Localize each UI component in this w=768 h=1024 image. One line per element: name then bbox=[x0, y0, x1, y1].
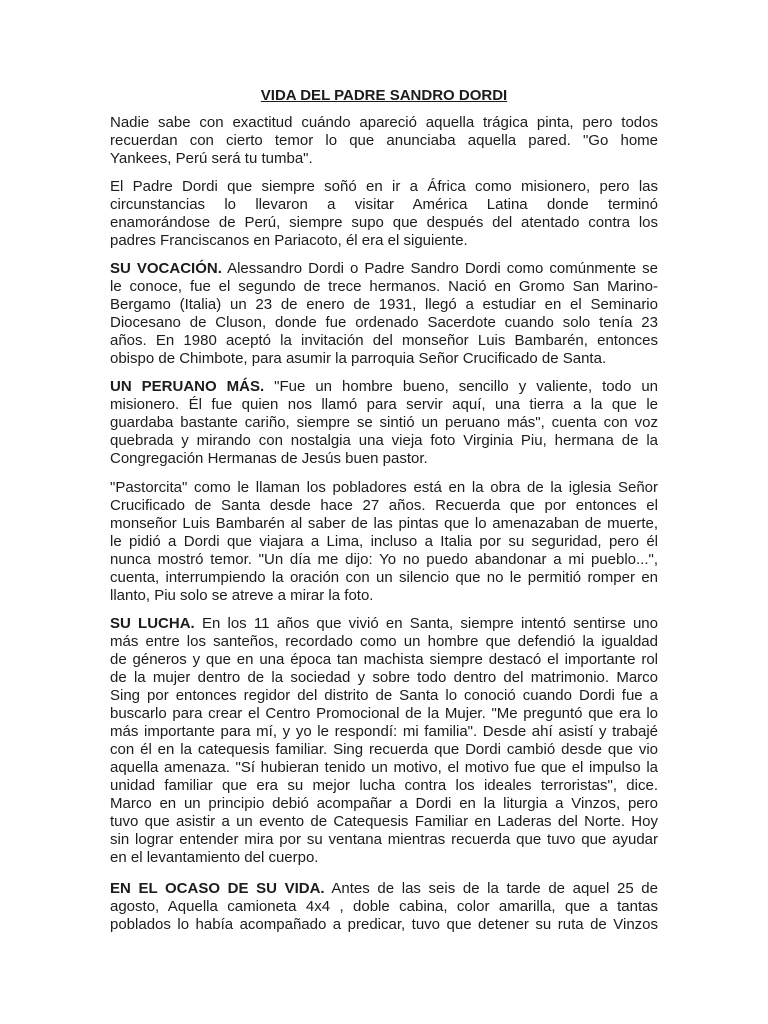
text-line: Bergamo (Italia) un 23 de enero de 1931, llegó a estudiar en el Seminario bbox=[110, 296, 658, 313]
text-line: de géneros y que en una época tan machista siempre destacó el importante rol bbox=[110, 651, 658, 668]
text-line: obispo de Chimbote, para asumir la parroquia Señor Crucificado de Santa. bbox=[110, 350, 607, 367]
text-line: de la mujer dentro de la sociedad y sobre todo dentro del matrimonio. Marco bbox=[110, 669, 658, 686]
text-line: aquella amenaza. "Sí hubieran tenido un motivo, el motivo fue que el impulso la bbox=[110, 759, 658, 776]
text-line: Congregación Hermanas de Jesús buen pastor. bbox=[110, 450, 428, 467]
text-line: padres Franciscanos en Pariacoto, él era el siguiente. bbox=[110, 232, 468, 249]
text-line: le conoce, fue el segundo de trece hermanos. Nació en Gromo San Marino- bbox=[110, 278, 658, 295]
text-line: en el levantamiento del cuerpo. bbox=[110, 849, 319, 866]
text-line: recuerdan con cierto temor lo que anunciaba aquella pared. "Go home bbox=[110, 132, 658, 149]
text-line bbox=[110, 378, 658, 396]
text-line: tuvo que asistir a un evento de Catequesis Familiar en Laderas del Norte. Hoy bbox=[110, 813, 658, 830]
text-line: Nadie sabe con exactitud cuándo apareció aquella trágica pinta, pero todos bbox=[110, 114, 658, 131]
section-heading: SU LUCHA. bbox=[110, 615, 195, 632]
section-heading: EN EL OCASO DE SU VIDA. bbox=[110, 880, 325, 897]
text-line: Sing por entonces regidor del distrito de Santa lo conoció cuando Dordi fue a bbox=[110, 687, 658, 704]
text-line: cuenta, interrumpiendo la oración con un silencio que no le permitió romper en bbox=[110, 569, 658, 586]
text-line: unidad familiar que era su mejor lucha contra los ideales terroristas", dice. bbox=[110, 777, 658, 794]
line-text: Antes de las seis de la tarde de aquel 25 de bbox=[324, 880, 658, 897]
paragraph-ocaso bbox=[110, 880, 658, 934]
text-line: más entre los santeños, recordado como un hombre que defendió la igualdad bbox=[110, 633, 658, 650]
text-line: poblados lo había acompañado a predicar, tuvo que detener su ruta de Vinzos bbox=[110, 916, 658, 933]
text-line: años. En 1980 aceptó la invitación del monseñor Luis Bambarén, entonces bbox=[110, 332, 658, 349]
text-line: enamorándose de Perú, siempre supo que después del atentado contra los bbox=[110, 214, 658, 231]
text-line: misionero. Él fue quien nos llamó para servir aquí, una tierra a la que le bbox=[110, 396, 658, 413]
text-line: buscarlo para crear el Centro Promocional de la Mujer. "Me preguntó que era lo bbox=[110, 705, 658, 722]
text-line: "Pastorcita" como le llaman los pobladores está en la obra de la iglesia Señor bbox=[110, 479, 658, 496]
text-line: sin lograr entender mira por su ventana mientras recuerda que tuvo que ayudar bbox=[110, 831, 658, 848]
text-line: agosto, Aquella camioneta 4x4 , doble cabina, color amarilla, que a tantas bbox=[110, 898, 658, 915]
text-line: Yankees, Perú será tu tumba". bbox=[110, 150, 313, 167]
paragraph-lucha bbox=[110, 615, 658, 867]
line-text: Alessandro Dordi o Padre Sandro Dordi como comúnmente se bbox=[221, 260, 658, 277]
paragraph-intro bbox=[110, 114, 658, 168]
paragraph-peruano bbox=[110, 378, 658, 468]
text-line: Marco en un principio debió acompañar a Dordi en la liturgia a Vinzos, pero bbox=[110, 795, 658, 812]
text-line: nunca mostró temor. "Un día me dijo: Yo no puedo abandonar a mi pueblo...", bbox=[110, 551, 658, 568]
section-heading: SU VOCACIÓN. bbox=[110, 260, 222, 277]
text-line: con él en la catequesis familiar. Sing recuerda que Dordi cambió desde que vio bbox=[110, 741, 658, 758]
line-text: En los 11 años que vivió en Santa, siempre intentó sentirse uno bbox=[194, 615, 658, 632]
text-line: circunstancias lo llevaron a visitar América Latina donde terminó bbox=[110, 196, 658, 213]
paragraph-africa bbox=[110, 178, 658, 250]
text-line bbox=[110, 615, 658, 633]
text-line: Crucificado de Santa desde hace 27 años. Recuerda que por entonces el bbox=[110, 497, 658, 514]
text-line: más importante para mí, y yo le respondí: mi familia". Desde ahí asistí y trabajé bbox=[110, 723, 658, 740]
line-text: "Fue un hombre bueno, sencillo y valiente, todo un bbox=[264, 378, 658, 395]
text-line bbox=[110, 260, 658, 278]
document-title: VIDA DEL PADRE SANDRO DORDI bbox=[260, 87, 508, 104]
paragraph-vocacion bbox=[110, 260, 658, 368]
text-line: le pidió a Dordi que viajara a Lima, incluso a Italia por su seguridad, pero él bbox=[110, 533, 658, 550]
text-line: llanto, Piu solo se atreve a mirar la foto. bbox=[110, 587, 374, 604]
section-heading: UN PERUANO MÁS. bbox=[110, 378, 265, 395]
paragraph-pastorcita bbox=[110, 479, 658, 605]
text-line: guardaba bastante cariño, siempre se sintió un peruano más", cuenta con voz bbox=[110, 414, 658, 431]
text-line bbox=[110, 880, 658, 898]
text-line: El Padre Dordi que siempre soñó en ir a África como misionero, pero las bbox=[110, 178, 658, 195]
text-line: quebrada y mirando con nostalgia una vieja foto Virginia Piu, hermana de la bbox=[110, 432, 658, 449]
text-line: monseñor Luis Bambarén al saber de las pintas que lo amenazaban de muerte, bbox=[110, 515, 658, 532]
text-line: Diocesano de Cluson, donde fue ordenado Sacerdote cuando solo tenía 23 bbox=[110, 314, 658, 331]
